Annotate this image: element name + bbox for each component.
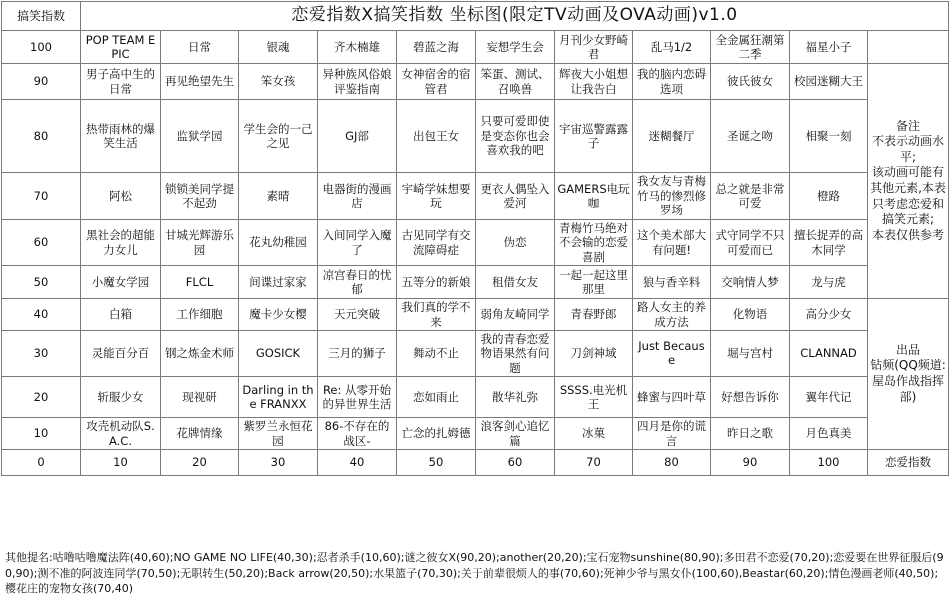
x-axis-value: 10: [81, 450, 161, 476]
y-axis-value: 90: [2, 64, 81, 100]
x-axis-value: 60: [476, 450, 555, 476]
anime-cell: 散华礼弥: [476, 377, 555, 418]
anime-cell: 青梅竹马绝对不会输的恋爱喜剧: [555, 220, 633, 266]
anime-cell: 间谍过家家: [239, 266, 318, 299]
table-row: [2, 377, 949, 418]
anime-cell: 化物语: [711, 299, 790, 331]
anime-cell: 灵能百分百: [81, 330, 161, 376]
anime-cell: 租借女友: [476, 266, 555, 299]
anime-cell: 相聚一刻: [790, 100, 868, 173]
other-nominations-text: 其他提名:咕噜咕噜魔法阵(40,60);NO GAME NO LIFE(40,30);忍者杀手(10,60);谜之彼女X(90,20);another(20,20);宝石宠物sunshine(80,90);多田君不恋爱(70,20);恋爱要在世界征服后(90,90);测不准的阿波连同学(70,50);无职转生(50,20);Back arrow(20,50);水果篮子(70,30);关于前辈很烦人的事(70,60);死神少爷与黑女仆(100,60),Beastar(60,20);情色漫画老师(40,50);樱花庄的宠物女孩(70,40): [5, 551, 944, 596]
anime-cell: 冰菓: [555, 418, 633, 450]
anime-cell: 男子高中生的日常: [81, 64, 161, 100]
anime-cell: 月色真美: [790, 418, 868, 450]
anime-cell: 热带雨林的爆笑生活: [81, 100, 161, 173]
table-row: [2, 100, 949, 173]
anime-cell: 我们真的学不来: [397, 299, 476, 331]
anime-cell: 86-不存在的战区-: [318, 418, 397, 450]
coordinate-table: [1, 1, 949, 476]
anime-cell: 日常: [161, 31, 239, 64]
anime-cell: 攻壳机动队S.A.C.: [81, 418, 161, 450]
anime-cell: 魔卡少女樱: [239, 299, 318, 331]
anime-cell: 花丸幼稚园: [239, 220, 318, 266]
title-row: [2, 2, 949, 31]
anime-cell: 花牌情缘: [161, 418, 239, 450]
anime-cell: 昨日之歌: [711, 418, 790, 450]
anime-cell: 异种族风俗娘评鉴指南: [318, 64, 397, 100]
x-axis-row: [2, 450, 949, 476]
anime-cell: 一起一起这里那里: [555, 266, 633, 299]
anime-cell: 工作细胞: [161, 299, 239, 331]
credit-note: 出品 钻频(QQ频道:屋岛作战指挥部): [868, 299, 949, 450]
anime-cell: 碧蓝之海: [397, 31, 476, 64]
anime-cell: 亡念的扎姆德: [397, 418, 476, 450]
anime-cell: 出包王女: [397, 100, 476, 173]
anime-cell: 蜂蜜与四叶草: [633, 377, 711, 418]
anime-cell: 龙与虎: [790, 266, 868, 299]
anime-cell: 交响情人梦: [711, 266, 790, 299]
anime-cell: 古见同学有交流障碍症: [397, 220, 476, 266]
anime-cell: 白箱: [81, 299, 161, 331]
x-axis-value: 70: [555, 450, 633, 476]
y-axis-value: 70: [2, 173, 81, 220]
anime-cell: 彼氏彼女: [711, 64, 790, 100]
anime-cell: 浪客剑心追忆篇: [476, 418, 555, 450]
y-axis-label: 搞笑指数: [2, 2, 81, 31]
anime-cell: 迷糊餐厅: [633, 100, 711, 173]
x-axis-value: 100: [790, 450, 868, 476]
anime-cell: 刀剑神域: [555, 330, 633, 376]
anime-cell: 现视研: [161, 377, 239, 418]
anime-cell: 钢之炼金术师: [161, 330, 239, 376]
anime-cell: 三月的狮子: [318, 330, 397, 376]
anime-cell: 我的青春恋爱物语果然有问题: [476, 330, 555, 376]
anime-cell: 学生会的一己之见: [239, 100, 318, 173]
y-axis-value: 10: [2, 418, 81, 450]
y-axis-value: 30: [2, 330, 81, 376]
x-axis-value: 0: [2, 450, 81, 476]
y-axis-value: 60: [2, 220, 81, 266]
x-axis-value: 80: [633, 450, 711, 476]
anime-cell: 入间同学入魔了: [318, 220, 397, 266]
anime-cell: 青春野郎: [555, 299, 633, 331]
anime-cell: Just Because: [633, 330, 711, 376]
anime-cell: 妄想学生会: [476, 31, 555, 64]
x-axis-value: 50: [397, 450, 476, 476]
anime-cell: 橙路: [790, 173, 868, 220]
anime-cell: 我的脑内恋碍选项: [633, 64, 711, 100]
anime-cell: 式守同学不只可爱而已: [711, 220, 790, 266]
y-axis-value: 50: [2, 266, 81, 299]
anime-cell: 乱马1/2: [633, 31, 711, 64]
table-row: [2, 330, 949, 376]
anime-cell: FLCL: [161, 266, 239, 299]
anime-cell: 凉宫春日的忧郁: [318, 266, 397, 299]
anime-cell: 我女友与青梅竹马的惨烈修罗场: [633, 173, 711, 220]
y-axis-value: 20: [2, 377, 81, 418]
page-title: 恋爱指数X搞笑指数 坐标图(限定TV动画及OVA动画)v1.0: [81, 2, 949, 31]
anime-cell: Re: 从零开始的异世界生活: [318, 377, 397, 418]
table-row: [2, 31, 949, 64]
anime-cell: 福星小子: [790, 31, 868, 64]
table-row: [2, 64, 949, 100]
anime-cell: 舞动不止: [397, 330, 476, 376]
anime-cell: 擅长捉弄的高木同学: [790, 220, 868, 266]
anime-cell: 素晴: [239, 173, 318, 220]
anime-cell: 四月是你的谎言: [633, 418, 711, 450]
remark-note: 备注 不表示动画水平; 该动画可能有其他元素,本表只考虑恋爱和搞笑元素; 本表仅供参考: [868, 64, 949, 299]
anime-cell: 再见绝望先生: [161, 64, 239, 100]
anime-cell: 监狱学园: [161, 100, 239, 173]
anime-cell: POP TEAM EPIC: [81, 31, 161, 64]
anime-cell: 斩服少女: [81, 377, 161, 418]
anime-cell: 堀与宫村: [711, 330, 790, 376]
anime-cell: 齐木楠雄: [318, 31, 397, 64]
anime-cell: 笨女孩: [239, 64, 318, 100]
anime-cell: 紫罗兰永恒花园: [239, 418, 318, 450]
y-axis-value: 100: [2, 31, 81, 64]
table-row: [2, 266, 949, 299]
x-axis-value: 20: [161, 450, 239, 476]
x-axis-value: 40: [318, 450, 397, 476]
anime-cell: Darling in the FRANXX: [239, 377, 318, 418]
anime-cell: GAMERS电玩咖: [555, 173, 633, 220]
anime-cell: 恋如雨止: [397, 377, 476, 418]
anime-cell: GJ部: [318, 100, 397, 173]
anime-cell: 好想告诉你: [711, 377, 790, 418]
table-row: [2, 173, 949, 220]
anime-cell: 圣诞之吻: [711, 100, 790, 173]
anime-cell: 弱角友崎同学: [476, 299, 555, 331]
anime-cell: 锁锁美同学提不起劲: [161, 173, 239, 220]
anime-cell: 甘城光辉游乐园: [161, 220, 239, 266]
anime-cell: 校园迷糊大王: [790, 64, 868, 100]
anime-cell: 更衣人偶坠入爱河: [476, 173, 555, 220]
x-axis-value: 30: [239, 450, 318, 476]
anime-cell: 路人女主的养成方法: [633, 299, 711, 331]
anime-cell: CLANNAD: [790, 330, 868, 376]
anime-cell: 辉夜大小姐想让我告白: [555, 64, 633, 100]
chart-sheet: [1, 1, 949, 596]
anime-cell: 伪恋: [476, 220, 555, 266]
anime-cell: 总之就是非常可爱: [711, 173, 790, 220]
x-axis-value: 90: [711, 450, 790, 476]
anime-cell: 小魔女学园: [81, 266, 161, 299]
anime-cell: 电器街的漫画店: [318, 173, 397, 220]
y-axis-value: 40: [2, 299, 81, 331]
anime-cell: 银魂: [239, 31, 318, 64]
side-blank-cell: [868, 31, 949, 64]
anime-cell: SSSS.电光机王: [555, 377, 633, 418]
table-row: [2, 418, 949, 450]
x-axis-label: 恋爱指数: [868, 450, 949, 476]
anime-cell: 狼与香辛料: [633, 266, 711, 299]
anime-cell: 只要可爱即使是变态你也会喜欢我的吧: [476, 100, 555, 173]
anime-cell: 黑社会的超能力女儿: [81, 220, 161, 266]
anime-cell: 这个美术部大有问题!: [633, 220, 711, 266]
table-row: [2, 299, 949, 331]
anime-cell: 全金属狂潮第二季: [711, 31, 790, 64]
anime-cell: 天元突破: [318, 299, 397, 331]
anime-cell: 笨蛋、测试、召唤兽: [476, 64, 555, 100]
anime-cell: 五等分的新娘: [397, 266, 476, 299]
y-axis-value: 80: [2, 100, 81, 173]
anime-cell: 翼年代记: [790, 377, 868, 418]
anime-cell: 高分少女: [790, 299, 868, 331]
anime-cell: 阿松: [81, 173, 161, 220]
other-nominations: [2, 546, 949, 597]
anime-cell: 宇崎学妹想要玩: [397, 173, 476, 220]
anime-cell: 宇宙巡警露露子: [555, 100, 633, 173]
table-row: [2, 220, 949, 266]
anime-cell: 月刊少女野崎君: [555, 31, 633, 64]
anime-cell: 女神宿舍的宿管君: [397, 64, 476, 100]
anime-cell: GOSICK: [239, 330, 318, 376]
